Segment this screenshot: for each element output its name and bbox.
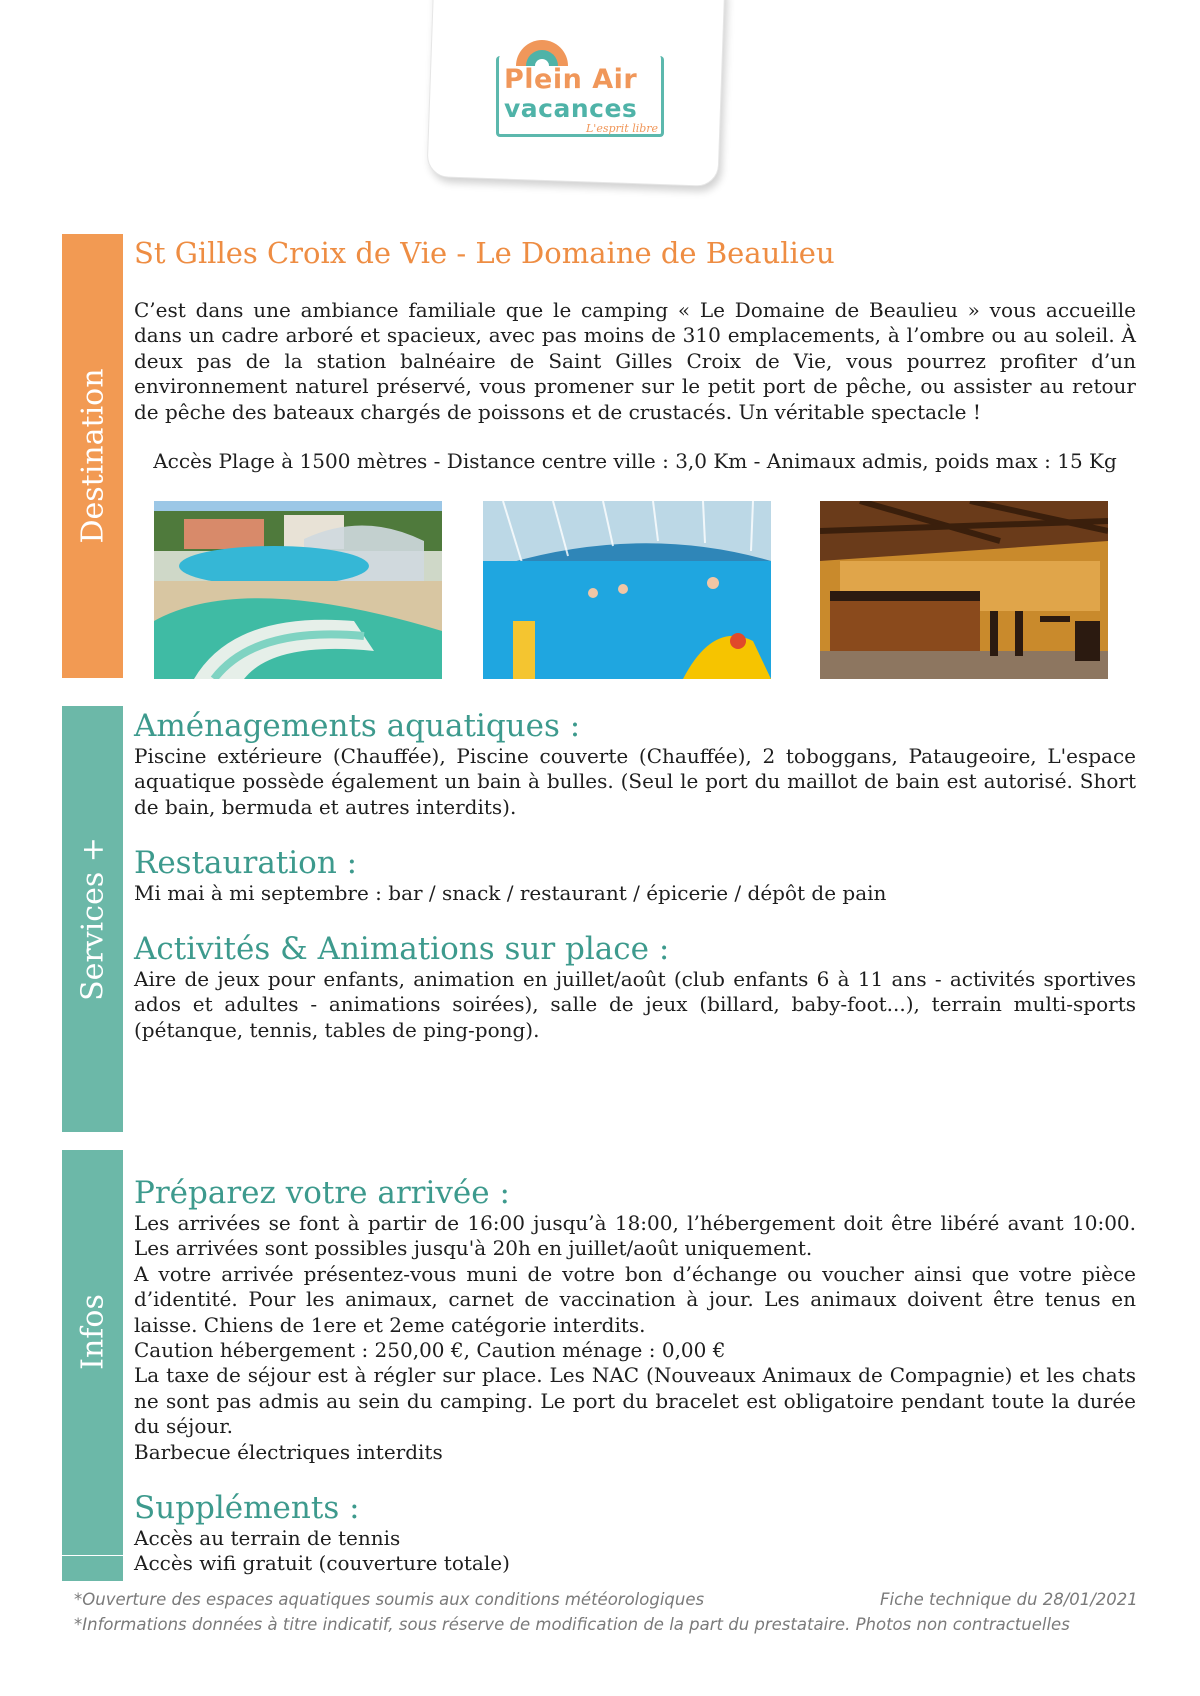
band-destination-label: Destination (75, 368, 110, 544)
arrival-line: Les arrivées se font à partir de 16:00 jusqu’à 18:00, l’hébergement doit être libéré avant 10:00. Les arrivées sont possibles jusqu'à 20h en juillet/août uniquement. (134, 1211, 1136, 1261)
footer-note-disclaimer: *Informations données à titre indicatif, sous réserve de modification de la part du prestataire. Photos non contractuelles (74, 1615, 1070, 1634)
logo-tagline: L'esprit libre (586, 122, 659, 135)
logo-text-plein-air: Plein Air (504, 64, 638, 95)
activities-text: Aire de jeux pour enfants, animation en juillet/août (club enfants 6 à 11 ans - activités sportives ados et adultes - animations soirées), salle de jeux (billard, baby-foot...), terrain multi-sports (pétanque, tennis, tables de ping-pong). (134, 967, 1136, 1042)
aquatic-title: Aménagements aquatiques : (134, 708, 581, 744)
band-infos-end (62, 1555, 123, 1581)
logo (496, 34, 666, 144)
arrival-line: La taxe de séjour est à régler sur place. Les NAC (Nouveaux Animaux de Compagnie) et les chats ne sont pas admis au sein du camping. Le port du bracelet est obligatoire pendant toute la durée du séjour. (134, 1363, 1136, 1439)
aquatic-text: Piscine extérieure (Chauffée), Piscine couverte (Chauffée), 2 toboggans, Pataugeoire, L'espace aquatique possède également un bain à bulles. (Seul le port du maillot de bain est autorisé. Short de bain, bermuda et autres interdits). (134, 744, 1136, 819)
supplements-title: Suppléments : (134, 1490, 360, 1526)
arrival-line: Caution hébergement : 250,00 €, Caution ménage : 0,00 € (134, 1338, 726, 1363)
band-services (62, 706, 123, 1132)
photo-bar-restaurant (820, 501, 1108, 679)
photo-water-slides (154, 501, 442, 679)
activities-title: Activités & Animations sur place : (134, 931, 670, 967)
food-title: Restauration : (134, 845, 358, 881)
supplement-item: Accès au terrain de tennis (134, 1526, 401, 1550)
supplement-item: Accès wifi gratuit (couverture totale) (134, 1551, 510, 1576)
food-section (134, 845, 1136, 906)
footer-note-weather: *Ouverture des espaces aquatiques soumis aux conditions météorologiques (74, 1590, 705, 1609)
access-info: Accès Plage à 1500 mètres - Distance centre ville : 3,0 Km - Animaux admis, poids max : 15 Kg (153, 449, 1117, 473)
band-infos-label: Infos (75, 1294, 110, 1371)
destination-description-text: C’est dans une ambiance familiale que le camping « Le Domaine de Beaulieu » vous accueille dans un cadre arboré et spacieux, avec pas moins de 310 emplacements, à l’ombre ou au soleil. À deux pas de la station balnéaire de Saint Gilles Croix de Vie, vous pourrez profiter d’un environnement naturel préservé, vous promener sur le petit port de pêche, ou assister au retour de pêche des bateaux chargés de poissons et de crustacés. Un véritable spectacle ! (134, 298, 1136, 424)
band-infos (62, 1150, 123, 1555)
logo-text-vacances: vacances (504, 94, 638, 123)
aquatic-section (134, 708, 1136, 820)
photo-indoor-pool (483, 501, 771, 679)
arrival-section (134, 1175, 1136, 1465)
destination-title: St Gilles Croix de Vie - Le Domaine de Beaulieu (134, 236, 835, 270)
arrival-line: A votre arrivée présentez-vous muni de votre bon d’échange ou voucher ainsi que votre pièce d’identité. Pour les animaux, carnet de vaccination à jour. Les animaux doivent être tenus en laisse. Chiens de 1ere et 2eme catégorie interdits. (134, 1261, 1136, 1337)
band-services-label: Services + (75, 837, 110, 1001)
arrival-line: Barbecue électriques interdits (134, 1439, 443, 1464)
destination-description (134, 298, 1136, 425)
supplements-section (134, 1490, 1136, 1577)
food-text: Mi mai à mi septembre : bar / snack / restaurant / épicerie / dépôt de pain (134, 881, 887, 905)
arrival-title: Préparez votre arrivée : (134, 1175, 510, 1211)
activities-section (134, 931, 1136, 1043)
band-destination (62, 234, 123, 678)
footer-date: Fiche technique du 28/01/2021 (880, 1590, 1138, 1609)
